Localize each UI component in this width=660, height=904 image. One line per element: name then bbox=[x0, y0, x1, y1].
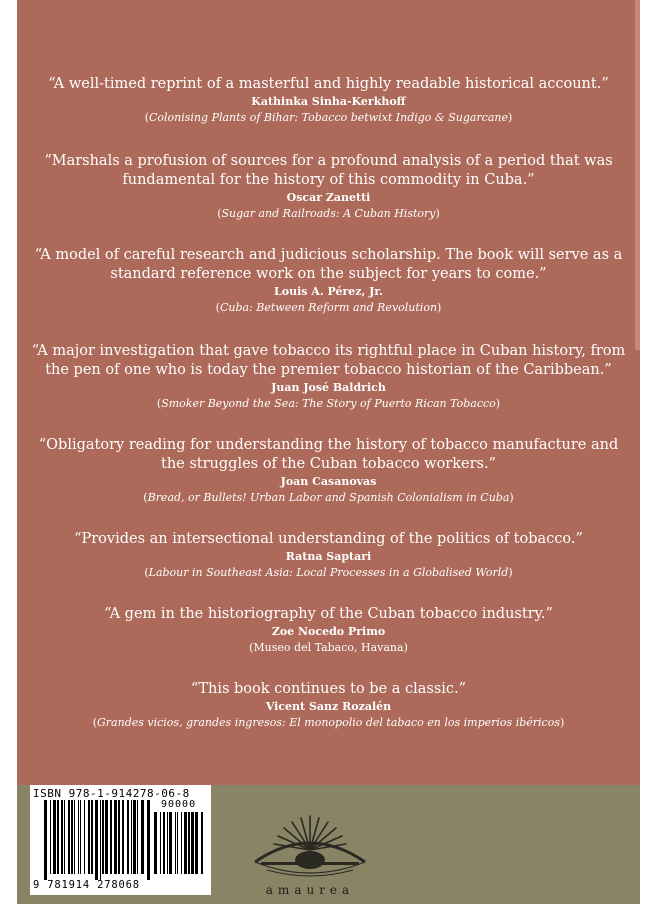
barcode-bar bbox=[57, 800, 59, 874]
blurb-1 bbox=[17, 75, 640, 126]
blurb-panel bbox=[17, 0, 640, 785]
blurb-5 bbox=[17, 436, 640, 506]
ean-bars bbox=[44, 800, 150, 880]
barcode-bar bbox=[131, 800, 132, 874]
blurb-quote: “A well-timed reprint of a masterful and highly readable historical account.” bbox=[48, 76, 609, 92]
blurb-author: Zoe Nocedo Primo bbox=[271, 625, 386, 638]
blurb-source: (Smoker Beyond the Sea: The Story of Puerto Rican Tobacco) bbox=[156, 397, 501, 410]
blurb-source-title: Colonising Plants of Bihar: Tobacco betwixt Indigo & Sugarcane bbox=[149, 111, 508, 124]
barcode-bar bbox=[181, 812, 182, 874]
barcode-bar bbox=[137, 800, 138, 874]
blurb-quote: “This book continues to be a classic.” bbox=[190, 681, 467, 697]
barcode-bar bbox=[53, 800, 56, 874]
barcode bbox=[30, 785, 211, 895]
blurb-author: Oscar Zanetti bbox=[286, 191, 371, 204]
barcode-bar bbox=[95, 800, 98, 880]
barcode-bar bbox=[88, 800, 90, 874]
barcode-bar bbox=[114, 800, 117, 874]
eye-sunburst-icon bbox=[255, 816, 365, 876]
blurb-source-title: Museo del Tabaco, Havana bbox=[253, 641, 404, 654]
publisher-logo bbox=[245, 810, 375, 900]
barcode-bar bbox=[191, 812, 194, 874]
blurb-author: Vicent Sanz Rozalén bbox=[265, 700, 392, 713]
barcode-bar bbox=[177, 812, 178, 874]
barcode-bar bbox=[122, 800, 124, 874]
blurb-source: (Colonising Plants of Bihar: Tobacco betwixt Indigo & Sugarcane) bbox=[144, 111, 513, 124]
barcode-bar bbox=[84, 800, 85, 874]
barcode-bar bbox=[102, 800, 104, 874]
blurb-quote: “A major investigation that gave tobacco its rightful place in Cuban history, from the pen of one who is today the premier tobacco historian of the Caribbean.” bbox=[31, 343, 626, 378]
barcode-bar bbox=[68, 800, 70, 874]
blurb-quote: “A gem in the historiography of the Cuban tobacco industry.” bbox=[104, 606, 553, 622]
barcode-bar bbox=[71, 800, 73, 874]
barcode-bar bbox=[118, 800, 120, 874]
barcode-bar bbox=[201, 812, 203, 874]
addon-bars bbox=[154, 812, 206, 880]
barcode-bar bbox=[64, 800, 65, 874]
isbn-label: ISBN 978-1-914278-06-8 bbox=[33, 787, 190, 800]
barcode-bar bbox=[169, 812, 172, 874]
barcode-bar bbox=[61, 800, 63, 874]
publisher-name: amaurea bbox=[265, 883, 355, 897]
barcode-bar bbox=[133, 800, 136, 874]
blurb-8 bbox=[17, 680, 640, 731]
blurb-source-title: Smoker Beyond the Sea: The Story of Puerto Rican Tobacco bbox=[161, 397, 496, 410]
barcode-bar bbox=[184, 812, 187, 874]
blurb-7 bbox=[17, 605, 640, 656]
blurb-author: Juan José Baldrich bbox=[271, 381, 386, 394]
blurb-source: (Museo del Tabaco, Havana) bbox=[249, 641, 408, 654]
blurb-author: Kathinka Sinha-Kerkhoff bbox=[251, 95, 406, 108]
barcode-bar bbox=[127, 800, 129, 874]
back-cover bbox=[17, 0, 640, 904]
barcode-bar bbox=[167, 812, 168, 874]
blurb-author: Joan Casanovas bbox=[280, 475, 377, 488]
barcode-bar bbox=[80, 800, 81, 874]
barcode-bar bbox=[147, 800, 150, 880]
blurb-6 bbox=[17, 530, 640, 581]
blurb-source-title: Sugar and Railroads: A Cuban History bbox=[221, 207, 436, 220]
addon-digits: 90000 bbox=[161, 799, 197, 810]
barcode-bar bbox=[110, 800, 112, 874]
barcode-bar bbox=[44, 800, 47, 880]
blurb-source: (Labour in Southeast Asia: Local Processes in a Globalised World) bbox=[144, 566, 513, 579]
barcode-bar bbox=[91, 800, 93, 874]
blurb-author: Ratna Saptari bbox=[285, 550, 372, 563]
barcode-bar bbox=[105, 800, 108, 874]
barcode-bar bbox=[78, 800, 79, 874]
footer-band bbox=[17, 785, 640, 904]
blurb-4 bbox=[17, 342, 640, 412]
barcode-bar bbox=[163, 812, 165, 874]
blurb-quote: “A model of careful research and judicious scholarship. The book will serve as a standard reference work on the subject for years to come.” bbox=[34, 247, 623, 282]
blurb-source: (Bread, or Bullets! Urban Labor and Spanish Colonialism in Cuba) bbox=[143, 491, 514, 504]
barcode-bar bbox=[100, 800, 101, 880]
blurb-quote: “Obligatory reading for understanding the history of tobacco manufacture and the struggles of the Cuban tobacco workers.” bbox=[38, 437, 619, 472]
blurb-source: (Sugar and Railroads: A Cuban History) bbox=[217, 207, 440, 220]
blurb-2 bbox=[17, 152, 640, 222]
blurb-author: Louis A. Pérez, Jr. bbox=[274, 285, 383, 298]
barcode-bar bbox=[141, 800, 144, 874]
blurb-quote: “Marshals a profusion of sources for a profound analysis of a period that was fundamental for the history of this commodity in Cuba.” bbox=[44, 153, 613, 188]
blurb-quote: “Provides an intersectional understanding of the politics of tobacco.” bbox=[74, 531, 583, 547]
blurb-source-title: Labour in Southeast Asia: Local Processes in a Globalised World bbox=[148, 566, 509, 579]
barcode-bar bbox=[160, 812, 161, 874]
blurb-source-title: Grandes vicios, grandes ingresos: El monopolio del tabaco en los imperios ibéricos bbox=[97, 716, 560, 729]
barcode-bar bbox=[74, 800, 75, 874]
barcode-bar bbox=[175, 812, 176, 874]
blurb-3 bbox=[17, 246, 640, 316]
blurb-source-title: Cuba: Between Reform and Revolution bbox=[219, 301, 438, 314]
barcode-bar bbox=[195, 812, 198, 874]
blurb-source: (Cuba: Between Reform and Revolution) bbox=[215, 301, 442, 314]
barcode-bar bbox=[50, 800, 51, 874]
blurb-source: (Grandes vicios, grandes ingresos: El monopolio del tabaco en los imperios ibéricos) bbox=[92, 716, 565, 729]
ean-digits: 9 781914 278068 bbox=[33, 879, 140, 891]
barcode-bar bbox=[188, 812, 190, 874]
barcode-bar bbox=[154, 812, 157, 874]
blurb-source-title: Bread, or Bullets! Urban Labor and Spanish Colonialism in Cuba bbox=[147, 491, 510, 504]
